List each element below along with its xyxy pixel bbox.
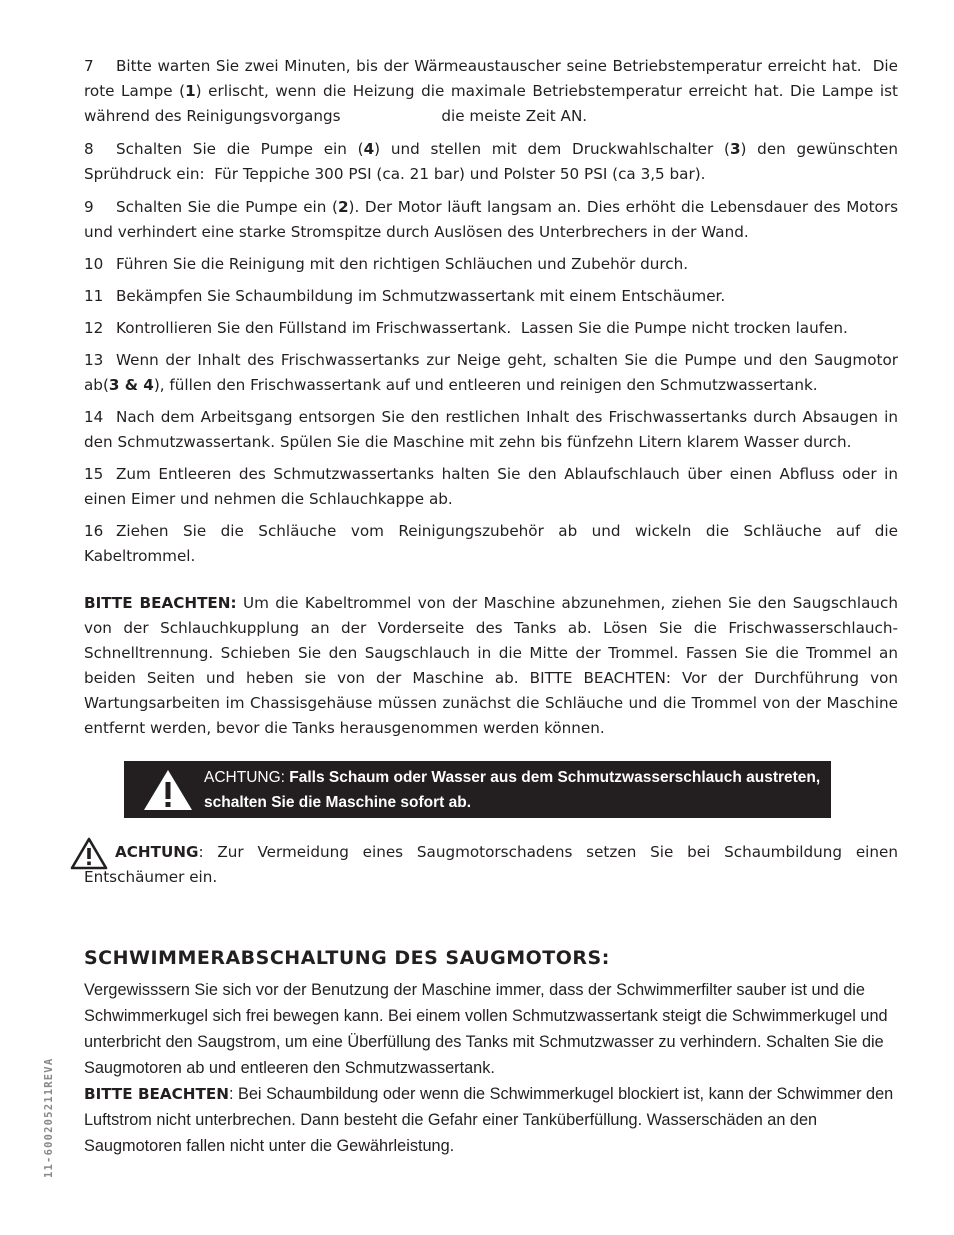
step-number: 10 [84, 255, 104, 273]
step-text: Führen Sie die Reinigung mit den richtigen Schläuchen und Zubehör durch. [116, 255, 689, 273]
step-item [84, 137, 898, 187]
note-label: BITTE BEACHTEN: [84, 594, 237, 612]
step-item [84, 519, 898, 569]
note-text: Um die Kabeltrommel von der Maschine abzunehmen, ziehen Sie den Saugschlauch von der Schlauchkupplung an der Vorderseite des Tanks ab. Lösen Sie die Frischwasserschlauch-Schnelltrennung. Schieben Sie den Saugschlauch in die Mitte der Trommel. Fassen Sie die Trommel an beiden Seiten und heben sie von der Maschine ab. BITTE BEACHTEN: Vor der Durchführung von Wartungsarbeiten im Chassisgehäuse müssen zunächst die Schläuche und die Trommel von der Maschine entfernt werden, bevor die Tanks herausgenommen werden können. [84, 594, 898, 737]
step-text: Kontrollieren Sie den Füllstand im Frischwassertank. Lassen Sie die Pumpe nicht trocken laufen. [116, 319, 848, 337]
step-text: Schalten Sie die Pumpe ein (4) und stellen mit dem Druckwahlschalter (3) den gewünschten Sprühdruck ein: Für Teppiche 300 PSI (ca. 21 bar) und Polster 50 PSI (ca 3,5 bar). [84, 140, 898, 183]
caution-text: : Zur Vermeidung eines Saugmotorschadens setzen Sie bei Schaumbildung einen Entschäumer ein. [84, 843, 898, 886]
section-note-text: : Bei Schaumbildung oder wenn die Schwimmerkugel blockiert ist, kann der Schwimmer den Luftstrom nicht unterbrechen. Dann besteht die Gefahr einer Tanküberfüllung. Wasserschäden an den Saugmotoren fallen nicht unter die Gewährleistung. [84, 1085, 894, 1155]
step-number: 16 [84, 522, 104, 540]
warning-message: Falls Schaum oder Wasser aus dem Schmutzwasserschlauch austreten, schalten Sie die Maschine sofort ab. [204, 768, 821, 811]
step-item [84, 252, 898, 277]
warning-sep: : [280, 768, 290, 786]
warning-text [204, 765, 831, 815]
step-number: 7 [84, 57, 94, 75]
step-text: Bitte warten Sie zwei Minuten, bis der Wärmeaustauscher seine Betriebstemperatur erreicht hat. Die rote Lampe (1) erlischt, wenn die Heizung die maximale Betriebstemperatur erreicht hat. Die Lampe ist während des Reinigungsvorgangs die meiste Zeit AN. [84, 57, 898, 125]
step-number: 8 [84, 140, 94, 158]
step-number: 11 [84, 287, 104, 305]
section-paragraph: Vergewisssern Sie sich vor der Benutzung der Maschine immer, dass der Schwimmerfilter sauber ist und die Schwimmerkugel sich frei bewegen kann. Bei einem vollen Schmutzwassertank steigt die Schwimmerkugel und unterbricht den Saugstrom, um eine Überfüllung des Tanks mit Schmutzwasser zu verhindern. Schalten Sie die Saugmotoren ab und entleeren den Schmutzwassertank. [84, 981, 888, 1077]
step-number: 14 [84, 408, 104, 426]
step-item [84, 462, 898, 512]
step-text: Ziehen Sie die Schläuche vom Reinigungszubehör ab und wickeln die Schläuche auf die Kabeltrommel. [84, 522, 898, 565]
page-content [84, 54, 898, 1159]
step-text: Wenn der Inhalt des Frischwassertanks zur Neige geht, schalten Sie die Pumpe und den Saugmotor ab(3 & 4), füllen den Frischwassertank auf und entleeren und reinigen den Schmutzwassertank. [84, 351, 898, 394]
step-text: Schalten Sie die Pumpe ein (2). Der Motor läuft langsam an. Dies erhöht die Lebensdauer des Motors und verhindert eine starke Stromspitze durch Auslösen des Unterbrechers in der Wand. [84, 198, 898, 241]
note-paragraph [84, 591, 898, 741]
step-number: 15 [84, 465, 104, 483]
warning-triangle-icon [142, 768, 194, 812]
step-item [84, 405, 898, 455]
step-item [84, 284, 898, 309]
section-note-label: BITTE BEACHTEN [84, 1085, 229, 1103]
step-item [84, 348, 898, 398]
step-item [84, 54, 898, 129]
step-item [84, 195, 898, 245]
steps-list [84, 54, 898, 569]
section-note [84, 1081, 898, 1159]
caution-paragraph [84, 840, 898, 890]
step-number: 12 [84, 319, 104, 337]
step-text: Nach dem Arbeitsgang entsorgen Sie den restlichen Inhalt des Frischwassertanks durch Absaugen in den Schmutzwassertank. Spülen Sie die Maschine mit zehn bis fünfzehn Litern klarem Wasser durch. [84, 408, 898, 451]
step-item [84, 316, 898, 341]
step-number: 9 [84, 198, 94, 216]
warning-label: ACHTUNG [204, 768, 281, 786]
section-title: SCHWIMMERABSCHALTUNG DES SAUGMOTORS: [84, 947, 610, 969]
caution-triangle-icon [70, 837, 108, 870]
step-text: Bekämpfen Sie Schaumbildung im Schmutzwassertank mit einem Entschäumer. [116, 287, 726, 305]
warning-box [124, 761, 831, 818]
caution-label: ACHTUNG [115, 843, 199, 861]
document-code: 11-600205211REVA [43, 1057, 55, 1178]
step-text: Zum Entleeren des Schmutzwassertanks halten Sie den Ablaufschlauch über einen Abfluss oder in einen Eimer und nehmen die Schlauchkappe ab. [84, 465, 898, 508]
step-number: 13 [84, 351, 104, 369]
